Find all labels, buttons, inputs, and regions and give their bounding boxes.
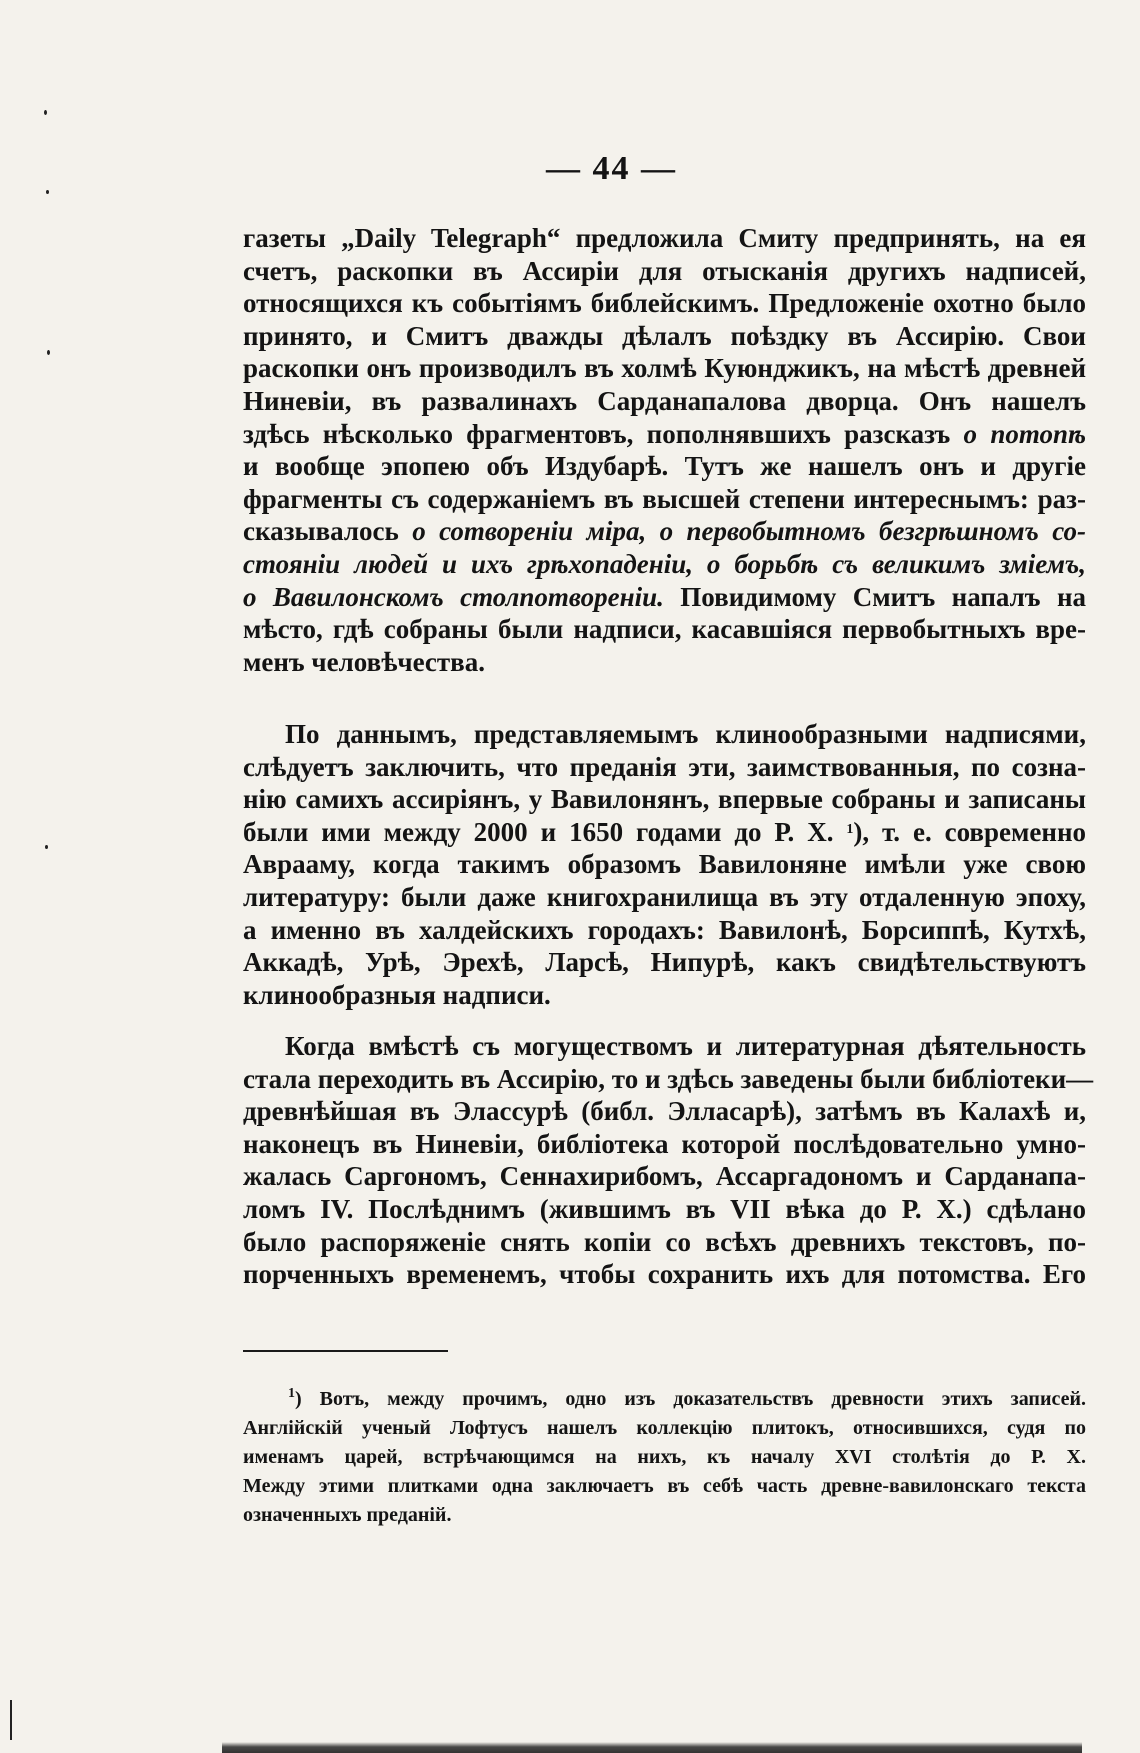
italic-phrase: о потопѣ [963, 418, 1086, 449]
text-line: менъ человѣчества. [243, 646, 486, 677]
scan-bottom-edge [222, 1742, 1082, 1753]
text-line: древнѣйшая въ Элассурѣ (библ. Элласарѣ), затѣмъ въ Калахѣ и, [243, 1096, 1086, 1127]
text-line: Аккадѣ, Урѣ, Эрехѣ, Ларсѣ, Нипурѣ, какъ свидѣтельствуютъ [243, 947, 1086, 978]
text-line: стала переходить въ Ассирію, то и здѣсь заведены были библіотеки— [243, 1063, 1094, 1094]
text-line: счетъ, раскопки въ Ассиріи для отысканія другихъ надписей, [243, 255, 1086, 286]
text-line: ломъ IV. Послѣднимъ (жившимъ въ VII вѣка до Р. Х.) сдѣлано [243, 1193, 1086, 1224]
scan-speck [44, 110, 47, 115]
text-line: Аврааму, когда такимъ образомъ Вавилоняне имѣли уже свою [243, 849, 1086, 880]
text-line: порченныхъ временемъ, чтобы сохранить ихъ для потомства. Его [243, 1259, 1086, 1290]
scan-speck [47, 350, 50, 355]
text-line: жалась Саргономъ, Сеннахирибомъ, Ассаргадономъ и Сарданапа- [243, 1161, 1086, 1192]
text-line: газеты „Daily Telegraph“ предложила Смиту предпринять, на ея [243, 223, 1086, 253]
text-line: мѣсто, гдѣ собраны были надписи, касавшіяся первобытныхъ вре- [243, 614, 1086, 645]
text-line-end: ), т. е. современно [853, 816, 1086, 847]
text-line [243, 581, 1086, 614]
text-line-start: здѣсь нѣсколько фрагментовъ, пополнявшихъ разсказъ [243, 418, 964, 449]
text-line: и вообще эпопею объ Издубарѣ. Тутъ же нашелъ онъ и другіе [243, 451, 1086, 482]
text-line: раскопки онъ производилъ въ холмѣ Куюнджикъ, на мѣстѣ древней [243, 353, 1086, 384]
text-line: фрагменты съ содержаніемъ въ высшей степени интереснымъ: раз- [243, 483, 1086, 514]
text-line [243, 548, 1086, 581]
text-line: слѣдуетъ заключить, что преданія эти, заимствованныя, по созна- [243, 751, 1086, 782]
paragraph-3 [243, 1030, 1094, 1291]
page-number-text: — 44 — [546, 150, 677, 187]
footnote-line-text: ) Вотъ, между прочимъ, одно изъ доказательствъ древности этихъ записей. [295, 1388, 1086, 1410]
footnote-line: именамъ царей, встрѣчающимся на нихъ, къ началу XVI столѣтія до Р. Х. [243, 1446, 1086, 1468]
footnote-reference[interactable]: 1 [846, 821, 854, 837]
text-line: было распоряженіе снять копіи со всѣхъ древнихъ текстовъ, по- [243, 1226, 1086, 1257]
text-line: относящихся къ событіямъ библейскимъ. Предложеніе охотно было [243, 288, 1086, 319]
text-line-start: были ими между 2000 и 1650 годами до Р. Х. [243, 816, 847, 847]
text-line: нію самихъ ассиріянъ, у Вавилонянъ, впервые собраны и записаны [243, 784, 1086, 815]
text-line-start: сказывалось [243, 516, 413, 547]
italic-phrase: о Вавилонскомъ столпотвореніи. [243, 581, 664, 612]
text-line [243, 816, 1086, 849]
paragraph-2 [243, 718, 1086, 1011]
footnote-marker: 1 [288, 1386, 295, 1401]
footnote-line [243, 1385, 1086, 1414]
footnote-divider [243, 1350, 448, 1352]
text-line-end: Повидимому Смитъ напалъ на [663, 581, 1087, 612]
text-line: Ниневіи, въ развалинахъ Сарданапалова дворца. Онъ нашелъ [243, 385, 1086, 416]
text-line: наконецъ въ Ниневіи, библіотека которой послѣдовательно умно- [243, 1128, 1086, 1159]
footnote-line: Между этими плитками одна заключаетъ въ себѣ часть древне-вавилонскаго текста [243, 1475, 1086, 1497]
scan-speck [46, 190, 49, 194]
footnote-line: Англійскій ученый Лофтусъ нашелъ коллекцію плитокъ, относившихся, судя по [243, 1417, 1086, 1439]
italic-phrase: о сотвореніи міра, о первобытномъ безгрѣшномъ со- [412, 516, 1086, 547]
italic-phrase: стояніи людей и ихъ грѣхопаденіи, о борьбѣ съ великимъ зміемъ, [243, 548, 1086, 579]
text-line: Когда вмѣстѣ съ могуществомъ и литературная дѣятельность [285, 1031, 1086, 1061]
paragraph-1 [243, 222, 1086, 678]
text-line [243, 418, 1086, 451]
text-line: а именно въ халдейскихъ городахъ: Вавилонѣ, Борсиппѣ, Кутхѣ, [243, 914, 1086, 945]
text-line: литературу: были даже книгохранилища въ эту отдаленную эпоху, [243, 881, 1086, 912]
footnote [243, 1385, 1086, 1530]
text-line: По даннымъ, представляемымъ клинообразными надписями, [285, 719, 1086, 749]
footnote-line: означенныхъ преданій. [243, 1504, 452, 1526]
scan-speck [10, 1700, 12, 1740]
scan-speck [45, 845, 48, 849]
text-line: клинообразныя надписи. [243, 979, 551, 1010]
text-line [243, 515, 1086, 548]
text-line: принято, и Смитъ дважды дѣлалъ поѣздку въ Ассирію. Свои [243, 320, 1086, 351]
